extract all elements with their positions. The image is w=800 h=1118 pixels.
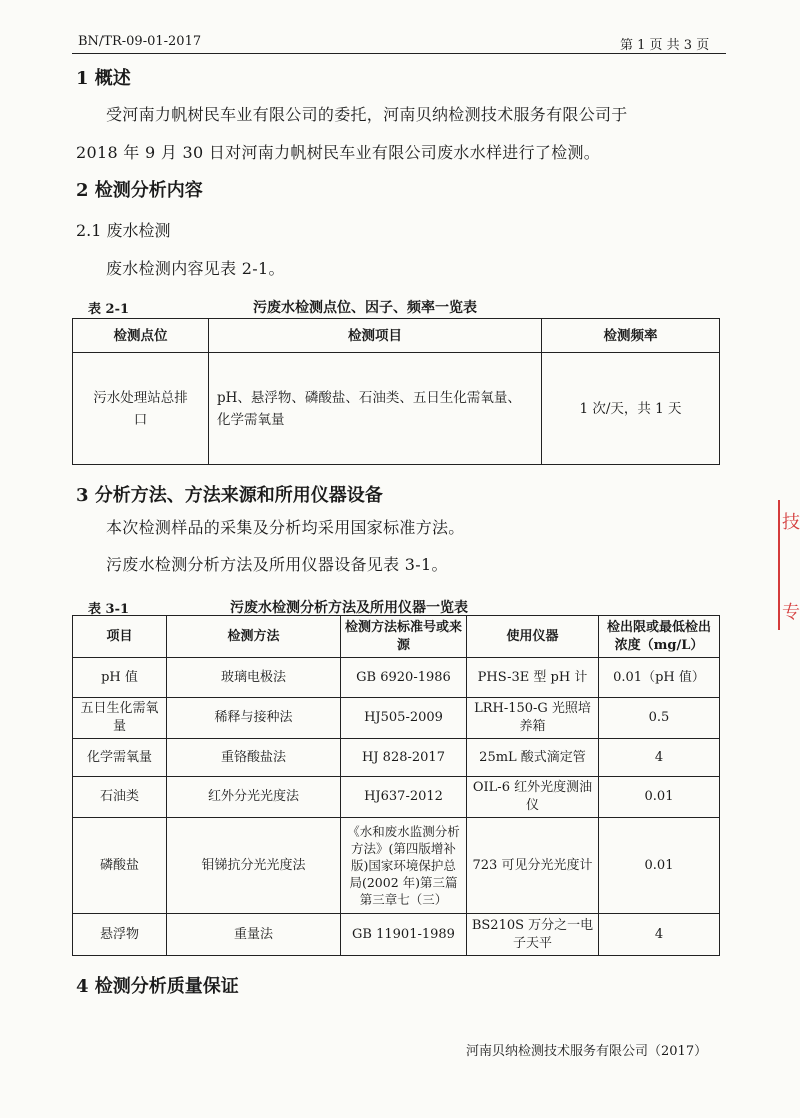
- table-header-cell: 检测点位: [73, 319, 209, 353]
- table-cell: 钼锑抗分光光度法: [167, 818, 341, 914]
- table-3-1: [72, 615, 720, 956]
- section-2-title: 2 检测分析内容: [76, 180, 203, 201]
- table-header-cell: 检测项目: [209, 319, 542, 353]
- table-cell: 0.5: [599, 698, 720, 739]
- section-3-paragraph-2: 污废水检测分析方法及所用仪器设备见表 3-1。: [106, 555, 448, 574]
- table-2-1: [72, 318, 720, 465]
- red-stamp-fragment: [778, 500, 800, 630]
- table-header-cell: 项目: [73, 616, 167, 658]
- table-2-1-title: 污废水检测点位、因子、频率一览表: [253, 300, 477, 316]
- table-header-cell: 检出限或最低检出浓度（mg/L）: [599, 616, 720, 658]
- table-cell: 4: [599, 914, 720, 956]
- table-cell: 重铬酸盐法: [167, 739, 341, 777]
- table-cell: OIL-6 红外光度测油仪: [467, 777, 599, 818]
- table-cell: 玻璃电极法: [167, 658, 341, 698]
- table-cell: HJ637-2012: [341, 777, 467, 818]
- section-1-paragraph-line-2: 2018 年 9 月 30 日对河南力帆树民车业有限公司废水水样进行了检测。: [76, 143, 601, 162]
- table-cell: HJ505-2009: [341, 698, 467, 739]
- document-code: BN/TR-09-01-2017: [78, 34, 202, 49]
- table-row: [73, 353, 720, 465]
- table-header-cell: 使用仪器: [467, 616, 599, 658]
- section-4-title: 4 检测分析质量保证: [76, 976, 239, 997]
- section-1-title: 1 概述: [76, 68, 131, 89]
- table-cell: GB 6920-1986: [341, 658, 467, 698]
- table-header-cell: 检测频率: [542, 319, 720, 353]
- table-cell: pH 值: [73, 658, 167, 698]
- table-cell: pH、悬浮物、磷酸盐、石油类、五日生化需氧量、化学需氧量: [209, 353, 542, 465]
- table-cell: 1 次/天，共 1 天: [542, 353, 720, 465]
- section-3-title: 3 分析方法、方法来源和所用仪器设备: [76, 485, 383, 506]
- stamp-char: 技: [782, 512, 800, 533]
- table-cell: 重量法: [167, 914, 341, 956]
- table-cell: 化学需氧量: [73, 739, 167, 777]
- table-row: [73, 658, 720, 698]
- table-cell: 0.01: [599, 777, 720, 818]
- table-header-cell: 检测方法标准号或来源: [341, 616, 467, 658]
- table-cell: 磷酸盐: [73, 818, 167, 914]
- table-cell: 五日生化需氧量: [73, 698, 167, 739]
- table-row: [73, 914, 720, 956]
- section-2-1-title: 2.1 废水检测: [76, 221, 171, 240]
- table-cell: 红外分光光度法: [167, 777, 341, 818]
- table-cell: 稀释与接种法: [167, 698, 341, 739]
- table-2-1-number: 表 2-1: [88, 302, 130, 317]
- table-cell: 25mL 酸式滴定管: [467, 739, 599, 777]
- table-cell: 污水处理站总排口: [73, 353, 209, 465]
- table-cell: 0.01: [599, 818, 720, 914]
- table-cell: HJ 828-2017: [341, 739, 467, 777]
- table-3-1-number: 表 3-1: [88, 602, 130, 617]
- table-row: [73, 739, 720, 777]
- table-cell: 0.01（pH 值）: [599, 658, 720, 698]
- table-cell: PHS-3E 型 pH 计: [467, 658, 599, 698]
- table-cell: 4: [599, 739, 720, 777]
- table-cell: LRH-150-G 光照培养箱: [467, 698, 599, 739]
- table-3-1-title: 污废水检测分析方法及所用仪器一览表: [230, 600, 468, 616]
- table-cell: GB 11901-1989: [341, 914, 467, 956]
- section-3-paragraph-1: 本次检测样品的采集及分析均采用国家标准方法。: [106, 518, 465, 537]
- table-row: [73, 818, 720, 914]
- table-header-cell: 检测方法: [167, 616, 341, 658]
- table-header-row: [73, 616, 720, 658]
- table-cell: 石油类: [73, 777, 167, 818]
- footer-company: 河南贝纳检测技术服务有限公司（2017）: [466, 1044, 708, 1059]
- table-cell: 悬浮物: [73, 914, 167, 956]
- page-info: 第 1 页 共 3 页: [620, 38, 710, 53]
- stamp-char: 专: [782, 602, 800, 623]
- table-header-row: [73, 319, 720, 353]
- section-1-paragraph-line-1: 受河南力帆树民车业有限公司的委托，河南贝纳检测技术服务有限公司于: [106, 105, 628, 124]
- header-divider: [72, 53, 726, 54]
- table-cell: BS210S 万分之一电子天平: [467, 914, 599, 956]
- table-row: [73, 698, 720, 739]
- table-cell: 723 可见分光光度计: [467, 818, 599, 914]
- table-cell: 《水和废水监测分析方法》(第四版增补版)国家环境保护总局(2002 年)第三篇第三章七（三）: [341, 818, 467, 914]
- section-2-paragraph: 废水检测内容见表 2-1。: [106, 259, 285, 278]
- table-row: [73, 777, 720, 818]
